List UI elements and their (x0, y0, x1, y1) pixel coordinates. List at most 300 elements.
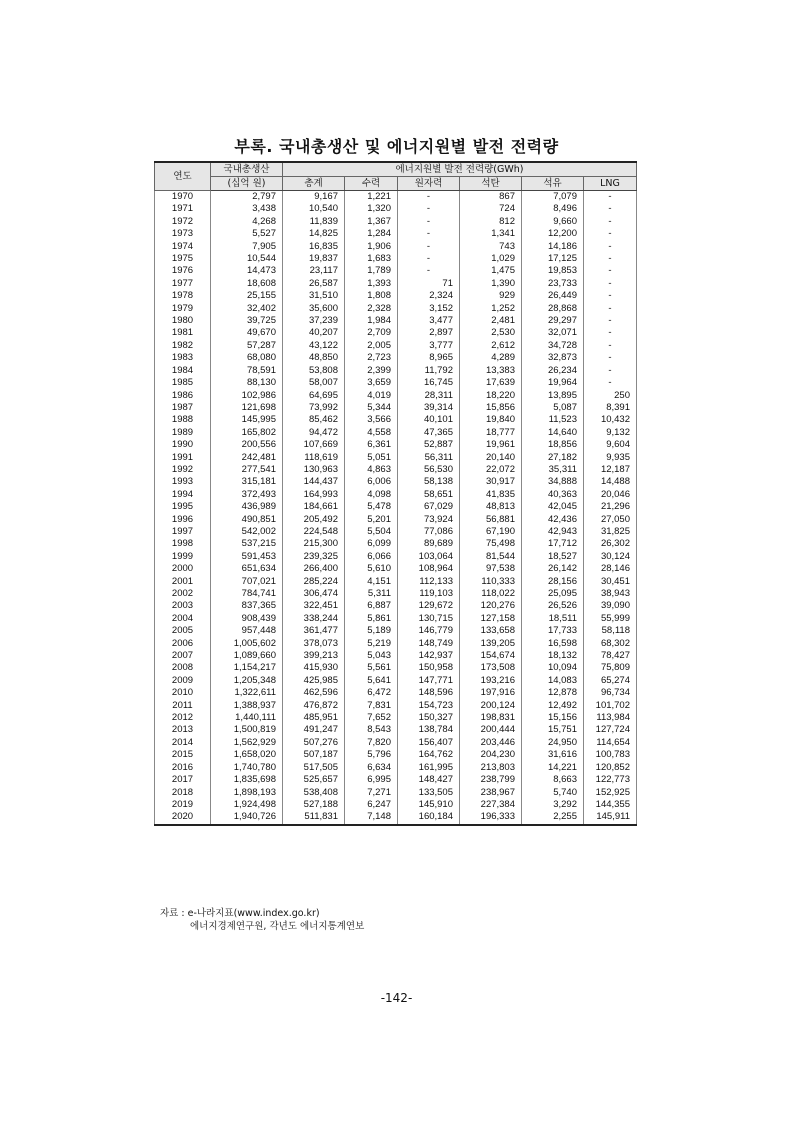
value-cell: 1,284 (345, 228, 398, 240)
value-cell: 2,723 (345, 352, 398, 364)
value-cell: 145,910 (398, 799, 460, 811)
year-cell: 1990 (155, 439, 211, 451)
value-cell: 1,940,726 (211, 811, 283, 824)
value-cell: 13,895 (522, 390, 584, 402)
value-cell: 1,984 (345, 315, 398, 327)
value-cell: 21,296 (584, 501, 637, 513)
value-cell: 18,777 (460, 427, 522, 439)
value-cell: 122,773 (584, 774, 637, 786)
value-cell: 30,917 (460, 476, 522, 488)
value-cell: 23,733 (522, 278, 584, 290)
value-cell: 1,835,698 (211, 774, 283, 786)
value-cell: 5,610 (345, 563, 398, 575)
value-cell: 64,695 (283, 390, 345, 402)
value-cell: 476,872 (283, 700, 345, 712)
year-cell: 1981 (155, 327, 211, 339)
table-row (155, 675, 637, 687)
value-cell: 1,906 (345, 241, 398, 253)
value-cell: 5,087 (522, 402, 584, 414)
value-cell: 65,274 (584, 675, 637, 687)
value-cell: 3,152 (398, 303, 460, 315)
year-cell: 1997 (155, 526, 211, 538)
value-cell: 9,167 (283, 191, 345, 204)
value-cell: 6,472 (345, 687, 398, 699)
value-cell: 148,749 (398, 638, 460, 650)
value-cell: 30,451 (584, 576, 637, 588)
value-cell: 6,066 (345, 551, 398, 563)
value-cell: 81,544 (460, 551, 522, 563)
year-cell: 1971 (155, 203, 211, 215)
value-cell: - (398, 253, 460, 265)
value-cell: 7,148 (345, 811, 398, 824)
value-cell: 19,964 (522, 377, 584, 389)
value-cell: 58,007 (283, 377, 345, 389)
value-cell: 28,146 (584, 563, 637, 575)
table-row (155, 576, 637, 588)
value-cell: 67,190 (460, 526, 522, 538)
table-row (155, 340, 637, 352)
value-cell: 26,526 (522, 600, 584, 612)
year-cell: 1983 (155, 352, 211, 364)
value-cell: 29,297 (522, 315, 584, 327)
value-cell: 161,995 (398, 762, 460, 774)
value-cell: 6,361 (345, 439, 398, 451)
value-cell: 8,965 (398, 352, 460, 364)
table-row (155, 551, 637, 563)
table-row (155, 538, 637, 550)
value-cell: 32,402 (211, 303, 283, 315)
value-cell: 507,276 (283, 737, 345, 749)
table-row (155, 787, 637, 799)
table-row (155, 402, 637, 414)
value-cell: 3,777 (398, 340, 460, 352)
year-cell: 1991 (155, 452, 211, 464)
value-cell: 130,963 (283, 464, 345, 476)
value-cell: 148,596 (398, 687, 460, 699)
year-cell: 2004 (155, 613, 211, 625)
table-row (155, 762, 637, 774)
value-cell: 113,984 (584, 712, 637, 724)
value-cell: 3,477 (398, 315, 460, 327)
table-row (155, 514, 637, 526)
value-cell: 537,215 (211, 538, 283, 550)
value-cell: 8,391 (584, 402, 637, 414)
value-cell: 1,500,819 (211, 724, 283, 736)
year-cell: 1980 (155, 315, 211, 327)
value-cell: 71 (398, 278, 460, 290)
value-cell: 147,771 (398, 675, 460, 687)
value-cell: 322,451 (283, 600, 345, 612)
year-cell: 1972 (155, 216, 211, 228)
year-cell: 2012 (155, 712, 211, 724)
year-cell: 1989 (155, 427, 211, 439)
value-cell: 6,006 (345, 476, 398, 488)
table-row (155, 464, 637, 476)
value-cell: 196,333 (460, 811, 522, 824)
value-cell: 1,393 (345, 278, 398, 290)
value-cell: - (584, 365, 637, 377)
value-cell: 184,661 (283, 501, 345, 513)
table-row (155, 799, 637, 811)
value-cell: 26,587 (283, 278, 345, 290)
value-cell: 31,825 (584, 526, 637, 538)
value-cell: 507,187 (283, 749, 345, 761)
value-cell: 144,437 (283, 476, 345, 488)
value-cell: 2,897 (398, 327, 460, 339)
value-cell: 138,784 (398, 724, 460, 736)
value-cell: 1,390 (460, 278, 522, 290)
value-cell: 85,462 (283, 414, 345, 426)
value-cell: 5,527 (211, 228, 283, 240)
year-cell: 1996 (155, 514, 211, 526)
value-cell: 867 (460, 191, 522, 204)
year-cell: 2009 (155, 675, 211, 687)
value-cell: - (398, 203, 460, 215)
value-cell: 361,477 (283, 625, 345, 637)
value-cell: 129,672 (398, 600, 460, 612)
value-cell: 517,505 (283, 762, 345, 774)
value-cell: 23,117 (283, 265, 345, 277)
value-cell: 14,488 (584, 476, 637, 488)
value-cell: 277,541 (211, 464, 283, 476)
value-cell: 2,481 (460, 315, 522, 327)
table-row (155, 327, 637, 339)
value-cell: 119,103 (398, 588, 460, 600)
value-cell: 1,154,217 (211, 662, 283, 674)
value-cell: 1,658,020 (211, 749, 283, 761)
table-row (155, 452, 637, 464)
year-cell: 1975 (155, 253, 211, 265)
value-cell: 25,095 (522, 588, 584, 600)
value-cell: 32,071 (522, 327, 584, 339)
year-cell: 1976 (155, 265, 211, 277)
table-row (155, 365, 637, 377)
table-row (155, 774, 637, 786)
value-cell: 118,022 (460, 588, 522, 600)
table-row (155, 390, 637, 402)
value-cell: - (584, 303, 637, 315)
value-cell: 38,943 (584, 588, 637, 600)
value-cell: 2,005 (345, 340, 398, 352)
value-cell: 48,813 (460, 501, 522, 513)
value-cell: 224,548 (283, 526, 345, 538)
value-cell: 3,659 (345, 377, 398, 389)
value-cell: 114,654 (584, 737, 637, 749)
year-cell: 2001 (155, 576, 211, 588)
value-cell: 6,995 (345, 774, 398, 786)
value-cell: 315,181 (211, 476, 283, 488)
table-row (155, 476, 637, 488)
year-cell: 2017 (155, 774, 211, 786)
value-cell: 5,189 (345, 625, 398, 637)
value-cell: 156,407 (398, 737, 460, 749)
value-cell: 26,449 (522, 290, 584, 302)
value-cell: 35,311 (522, 464, 584, 476)
value-cell: 5,043 (345, 650, 398, 662)
value-cell: 1,367 (345, 216, 398, 228)
value-cell: - (584, 278, 637, 290)
value-cell: 8,543 (345, 724, 398, 736)
value-cell: 197,916 (460, 687, 522, 699)
value-cell: 4,268 (211, 216, 283, 228)
value-cell: 4,863 (345, 464, 398, 476)
value-cell: 707,021 (211, 576, 283, 588)
table-row (155, 662, 637, 674)
value-cell: 1,221 (345, 191, 398, 204)
value-cell: 591,453 (211, 551, 283, 563)
value-cell: 73,924 (398, 514, 460, 526)
value-cell: 1,322,611 (211, 687, 283, 699)
header-power-group: 에너지원별 발전 전력량(GWh) (283, 162, 637, 177)
value-cell: 145,911 (584, 811, 637, 824)
value-cell: 12,878 (522, 687, 584, 699)
value-cell: 15,156 (522, 712, 584, 724)
value-cell: 26,302 (584, 538, 637, 550)
table-row (155, 700, 637, 712)
value-cell: 14,825 (283, 228, 345, 240)
value-cell: 127,158 (460, 613, 522, 625)
value-cell: 77,086 (398, 526, 460, 538)
value-cell: 4,151 (345, 576, 398, 588)
value-cell: 68,080 (211, 352, 283, 364)
value-cell: 5,561 (345, 662, 398, 674)
year-cell: 2007 (155, 650, 211, 662)
table-row (155, 650, 637, 662)
year-cell: 2000 (155, 563, 211, 575)
value-cell: 39,725 (211, 315, 283, 327)
table-row (155, 303, 637, 315)
value-cell: 142,937 (398, 650, 460, 662)
value-cell: - (584, 216, 637, 228)
page-title: 부록. 국내총생산 및 에너지원별 발전 전력량 (234, 137, 559, 156)
value-cell: 144,355 (584, 799, 637, 811)
value-cell: 56,530 (398, 464, 460, 476)
header-gdp: 국내총생산 (211, 162, 283, 177)
value-cell: 2,797 (211, 191, 283, 204)
value-cell: 372,493 (211, 489, 283, 501)
value-cell: 338,244 (283, 613, 345, 625)
value-cell: 12,187 (584, 464, 637, 476)
value-cell: 19,853 (522, 265, 584, 277)
value-cell: 10,432 (584, 414, 637, 426)
value-cell: 11,523 (522, 414, 584, 426)
value-cell: 88,130 (211, 377, 283, 389)
value-cell: 94,472 (283, 427, 345, 439)
table-row (155, 489, 637, 501)
value-cell: 812 (460, 216, 522, 228)
value-cell: 40,207 (283, 327, 345, 339)
year-cell: 2014 (155, 737, 211, 749)
value-cell: 53,808 (283, 365, 345, 377)
value-cell: 14,640 (522, 427, 584, 439)
value-cell: 1,475 (460, 265, 522, 277)
value-cell: 12,492 (522, 700, 584, 712)
value-cell: 18,608 (211, 278, 283, 290)
value-cell: 17,712 (522, 538, 584, 550)
table-row (155, 613, 637, 625)
value-cell: 130,715 (398, 613, 460, 625)
year-cell: 1988 (155, 414, 211, 426)
value-cell: 43,122 (283, 340, 345, 352)
table-row (155, 278, 637, 290)
value-cell: 378,073 (283, 638, 345, 650)
value-cell: 58,118 (584, 625, 637, 637)
value-cell: 154,674 (460, 650, 522, 662)
year-cell: 1970 (155, 191, 211, 204)
table-row (155, 737, 637, 749)
value-cell: 837,365 (211, 600, 283, 612)
value-cell: 108,964 (398, 563, 460, 575)
value-cell: 10,544 (211, 253, 283, 265)
value-cell: 52,887 (398, 439, 460, 451)
value-cell: 200,124 (460, 700, 522, 712)
value-cell: 73,992 (283, 402, 345, 414)
value-cell: 2,399 (345, 365, 398, 377)
table-row (155, 749, 637, 761)
value-cell: 34,888 (522, 476, 584, 488)
table-row (155, 687, 637, 699)
value-cell: 250 (584, 390, 637, 402)
value-cell: 10,094 (522, 662, 584, 674)
value-cell: 42,436 (522, 514, 584, 526)
value-cell: 7,271 (345, 787, 398, 799)
value-cell: 58,651 (398, 489, 460, 501)
value-cell: 17,639 (460, 377, 522, 389)
value-cell: 2,255 (522, 811, 584, 824)
year-cell: 1973 (155, 228, 211, 240)
year-cell: 1998 (155, 538, 211, 550)
value-cell: 538,408 (283, 787, 345, 799)
value-cell: 9,604 (584, 439, 637, 451)
value-cell: 1,388,937 (211, 700, 283, 712)
value-cell: 4,289 (460, 352, 522, 364)
header-oil: 석유 (522, 177, 584, 191)
value-cell: 2,328 (345, 303, 398, 315)
value-cell: 160,184 (398, 811, 460, 824)
value-cell: 78,427 (584, 650, 637, 662)
value-cell: - (398, 265, 460, 277)
value-cell: 651,634 (211, 563, 283, 575)
year-cell: 2013 (155, 724, 211, 736)
value-cell: 3,566 (345, 414, 398, 426)
value-cell: 133,505 (398, 787, 460, 799)
value-cell: 13,383 (460, 365, 522, 377)
value-cell: 97,538 (460, 563, 522, 575)
year-cell: 1977 (155, 278, 211, 290)
header-lng: LNG (584, 177, 637, 191)
value-cell: 204,230 (460, 749, 522, 761)
value-cell: 203,446 (460, 737, 522, 749)
table-row (155, 203, 637, 215)
value-cell: 31,510 (283, 290, 345, 302)
value-cell: 47,365 (398, 427, 460, 439)
value-cell: 285,224 (283, 576, 345, 588)
value-cell: 200,556 (211, 439, 283, 451)
value-cell: 2,530 (460, 327, 522, 339)
value-cell: 173,508 (460, 662, 522, 674)
table-row (155, 427, 637, 439)
table-row (155, 712, 637, 724)
year-cell: 2011 (155, 700, 211, 712)
year-cell: 1993 (155, 476, 211, 488)
value-cell: 5,861 (345, 613, 398, 625)
table-row (155, 625, 637, 637)
value-cell: 1,005,602 (211, 638, 283, 650)
year-cell: 1978 (155, 290, 211, 302)
value-cell: 5,478 (345, 501, 398, 513)
value-cell: 75,809 (584, 662, 637, 674)
value-cell: 165,802 (211, 427, 283, 439)
value-cell: 1,440,111 (211, 712, 283, 724)
table-row (155, 638, 637, 650)
value-cell: 2,709 (345, 327, 398, 339)
value-cell: - (584, 241, 637, 253)
value-cell: 42,943 (522, 526, 584, 538)
value-cell: 154,723 (398, 700, 460, 712)
value-cell: 17,125 (522, 253, 584, 265)
value-cell: 1,683 (345, 253, 398, 265)
value-cell: 7,652 (345, 712, 398, 724)
value-cell: 150,327 (398, 712, 460, 724)
value-cell: 5,740 (522, 787, 584, 799)
table-row (155, 228, 637, 240)
value-cell: 15,751 (522, 724, 584, 736)
value-cell: 724 (460, 203, 522, 215)
value-cell: 3,438 (211, 203, 283, 215)
value-cell: 1,789 (345, 265, 398, 277)
year-cell: 1995 (155, 501, 211, 513)
year-cell: 2018 (155, 787, 211, 799)
value-cell: 6,887 (345, 600, 398, 612)
value-cell: 8,496 (522, 203, 584, 215)
value-cell: 24,950 (522, 737, 584, 749)
value-cell: 6,099 (345, 538, 398, 550)
value-cell: 1,740,780 (211, 762, 283, 774)
value-cell: 399,213 (283, 650, 345, 662)
value-cell: 35,600 (283, 303, 345, 315)
value-cell: 4,019 (345, 390, 398, 402)
value-cell: - (584, 228, 637, 240)
value-cell: 26,234 (522, 365, 584, 377)
value-cell: 56,311 (398, 452, 460, 464)
value-cell: 112,133 (398, 576, 460, 588)
value-cell: 18,527 (522, 551, 584, 563)
value-cell: 14,221 (522, 762, 584, 774)
value-cell: 40,101 (398, 414, 460, 426)
value-cell: 121,698 (211, 402, 283, 414)
year-cell: 2006 (155, 638, 211, 650)
value-cell: 49,670 (211, 327, 283, 339)
value-cell: - (584, 327, 637, 339)
value-cell: 18,511 (522, 613, 584, 625)
value-cell: 18,856 (522, 439, 584, 451)
value-cell: 490,851 (211, 514, 283, 526)
value-cell: - (584, 265, 637, 277)
value-cell: 4,098 (345, 489, 398, 501)
value-cell: 5,641 (345, 675, 398, 687)
value-cell: 11,839 (283, 216, 345, 228)
value-cell: 5,344 (345, 402, 398, 414)
value-cell: 242,481 (211, 452, 283, 464)
value-cell: - (584, 315, 637, 327)
year-cell: 1994 (155, 489, 211, 501)
value-cell: 78,591 (211, 365, 283, 377)
value-cell: 425,985 (283, 675, 345, 687)
value-cell: 4,558 (345, 427, 398, 439)
value-cell: - (584, 253, 637, 265)
value-cell: 8,663 (522, 774, 584, 786)
value-cell: 491,247 (283, 724, 345, 736)
